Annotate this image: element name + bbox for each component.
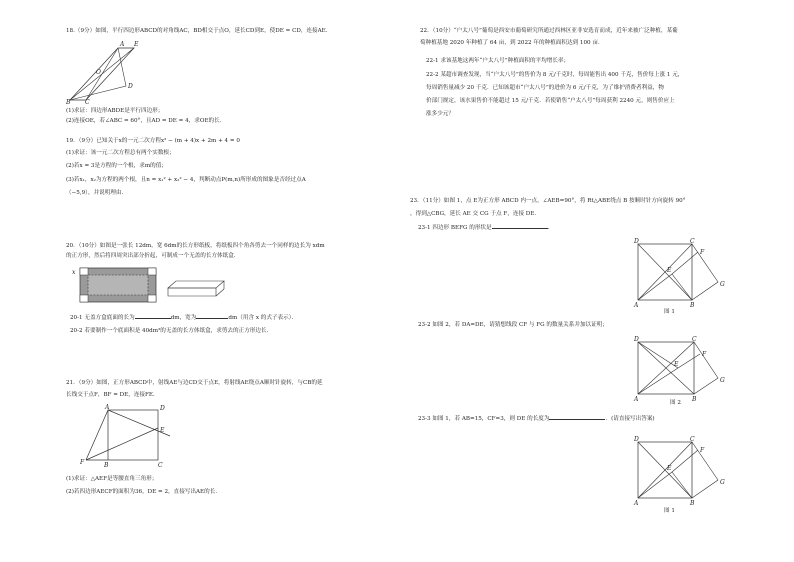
q22-sub2c: 价部门规定，该水果售价不能超过 15 元/千克．若使销售“户太八号”每周获利 2240 元，则售价应上 — [426, 98, 675, 104]
q22-stem1: 22．（10分）“户太八号”葡萄是西安市葡萄研究所通过西林区亚非安选育而成，近年来被广泛种植，某葡 — [420, 28, 678, 34]
q18-label-o: O — [96, 69, 101, 76]
q22-stem2: 萄种植基地 2020 年种植了 64 亩，到 2022 年的种植面积达到 100 亩． — [420, 40, 604, 46]
q23-f3-label-f: F — [700, 447, 705, 454]
q20-blank-length — [135, 318, 171, 319]
q23-f1-label-g: G — [720, 281, 725, 288]
q20-sub1-part-a: 20-1 无盖方盒底面的长为 — [70, 315, 135, 321]
q21-sub1: (1)求证：△AEF是等腰直角三角形； — [66, 476, 158, 482]
q20-blank-width — [196, 318, 228, 319]
q19-sub1: (1)求证：该一元二次方程总有两个实数根； — [66, 150, 175, 156]
q23-f3-label-b: B — [690, 500, 695, 507]
q23-figure-3 — [634, 436, 734, 516]
q18-label-e: E — [134, 41, 139, 48]
q23-blank-shape — [492, 228, 548, 229]
q18-label-d: D — [128, 83, 133, 90]
q18-label-a: A — [120, 41, 125, 48]
q18-stem: 18.（9分）如图，平行四边形ABCD的对角线AC，BD相交于点O，延长CD到E，使DE = CD，连接AE． — [66, 28, 332, 34]
q21-label-b: B — [104, 462, 109, 469]
q23-f1-label-a: A — [634, 302, 639, 309]
q23-fig1-caption: 图 1 — [664, 309, 675, 315]
q20-sub1-part-c: dm（用含 x 的式子表示）． — [228, 315, 298, 321]
q23-sub3 — [418, 416, 655, 423]
q22-sub1: 22-1 求该基地这两年“户太八号”种植面积的平均增长率； — [426, 58, 570, 64]
q23-f2-label-d: D — [634, 336, 639, 343]
q23-fig2-caption: 图 2 — [670, 400, 681, 406]
q20-sub1-part-b: dm，宽为 — [170, 315, 197, 321]
q23-f1-label-d: D — [634, 238, 639, 245]
q20-sub2: 20-2 若要制作一个底面积是 40dm²的无盖的长方体纸盒，求剪去的正方形边长． — [70, 328, 273, 334]
q20-label-x: x — [72, 269, 76, 276]
q19-stem: 19．（9分）已知关于x的一元二次方程x² − (m + 4)x + 2m + 4 = 0 — [66, 138, 240, 144]
q18-label-c: C — [85, 99, 90, 106]
q21-figure — [80, 402, 180, 468]
q23-sub3-text: 23-3 如图 1，若 AB=15，CF=3，则 DE 的长度为 — [418, 416, 550, 422]
q18-figure — [66, 41, 139, 106]
q23-sub1-text: 23-1 四边形 BEFG 的形状是 — [418, 225, 492, 231]
q23-figure-1 — [634, 238, 734, 318]
q20-figure — [72, 266, 232, 306]
q23-f1-label-f: F — [700, 249, 705, 256]
q23-f2-label-e: E — [674, 361, 679, 368]
q23-f2-label-b: B — [692, 396, 697, 403]
q23-f1-label-e: E — [667, 267, 672, 274]
q23-f2-label-a: A — [634, 396, 639, 403]
q21-label-d: D — [160, 405, 165, 412]
q23-stem2: ，得到△CBG，延长 AE 交 CG 于点 F，连接 DE． — [410, 211, 540, 217]
q21-label-a: A — [105, 404, 110, 411]
q18-sub2: (2)连接OE，若∠ABC = 60°，且AD = DE = 4，求OE的长． — [66, 118, 226, 124]
q23-sub1-end: ． — [547, 225, 554, 231]
q23-f2-label-c: C — [692, 336, 697, 343]
q23-f3-label-a: A — [634, 500, 639, 507]
q21-sub2: (2)若四边形AECF的面积为36，DE = 2，直接写出AE的长． — [66, 489, 221, 495]
q23-blank-de — [549, 419, 605, 420]
q21-stem1: 21．（9分）如图，正方形ABCD中，射线AE与边CD交于点E，将射线AE绕点A顺时针旋转，与CB的延 — [66, 380, 323, 386]
q20-stem1: 20．（10分）如图是一张长 12dm，宽 6dm的长方形纸板，将纸板四个角各剪去一个同样的边长为 xdm — [66, 243, 325, 249]
q23-f2-label-f: F — [702, 351, 707, 358]
q22-sub2b: 每周销售量减少 20 千克．已知该超市“户太八号”的进价为 6 元/千克，为了维护消费者利益，物 — [426, 85, 664, 91]
q20-sub1 — [70, 315, 297, 322]
q21-stem2: 长线交于点F，BF = DE，连接FE． — [66, 392, 159, 398]
q19-sub2: (2)若x = 3是方程的一个根，求m的值； — [66, 163, 167, 169]
q23-sub2: 23-2 如图 2，若 DA=DE，请猜想线段 CF 与 FG 的数量关系并加以证明； — [418, 322, 608, 328]
q23-f1-label-c: C — [690, 238, 695, 245]
q21-label-e: E — [160, 427, 165, 434]
q23-figure-2 — [634, 336, 734, 406]
right-column — [410, 0, 780, 562]
q23-f3-label-g: G — [720, 479, 725, 486]
q23-sub1 — [418, 225, 553, 232]
q23-f2-label-g: G — [720, 377, 725, 384]
q19-sub3b: （−5,9），并说明理由． — [66, 190, 128, 196]
q23-f3-label-e: E — [667, 465, 672, 472]
q23-sub3-end: ．(请直接写出答案) — [605, 416, 655, 422]
q20-stem2: 的正方形，然后将四周突出部分折起，可制成一个无盖的长方体纸盒． — [66, 253, 240, 259]
q23-stem1: 23．（11分）如图 1，点 E为正方形 ABCD 内一点，∠AEB=90°，将 Rt△ABE绕点 B 按顺时针方向旋转 90° — [410, 198, 686, 204]
q22-sub2a: 22-2 某超市调查发现，当“户太八号”的售价为 8 元/千克时，每周能售出 400 千克，售价每上涨 1 元， — [426, 72, 684, 78]
q23-f3-label-d: D — [634, 436, 639, 443]
q18-sub1: (1)求证：四边形ABDE是平行四边形； — [66, 108, 164, 114]
q23-fig3-caption: 图 1 — [664, 508, 675, 514]
left-column — [66, 0, 396, 562]
q19-sub3a: (3)若x₁，x₂为方程的两个根，且n = x₁² + x₂² − 4，判断动点P(m,n)所形成的图象是否经过点A — [66, 177, 306, 183]
q23-f1-label-b: B — [690, 302, 695, 309]
q22-sub2d: 涨多少元？ — [426, 111, 454, 117]
q23-f3-label-c: C — [690, 436, 695, 443]
q18-label-b: B — [66, 99, 71, 106]
q21-label-c: C — [158, 462, 163, 469]
q21-label-f: F — [80, 459, 85, 466]
